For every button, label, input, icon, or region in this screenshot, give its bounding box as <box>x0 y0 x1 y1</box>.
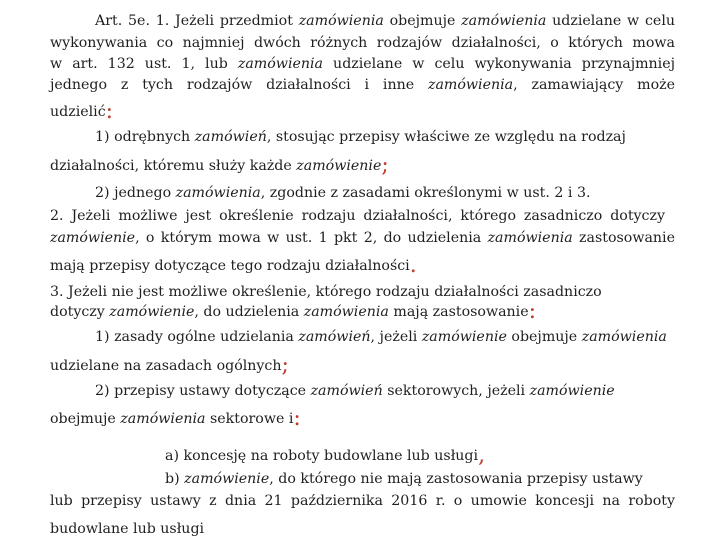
text <box>50 158 381 174</box>
text-run: , zamawiający może <box>513 77 675 93</box>
italic-term: zamówienie <box>109 304 195 320</box>
colon-mark: : <box>293 406 301 431</box>
text <box>50 104 106 120</box>
text-run: , stosując przepisy właściwe ze względu na rodzaj <box>266 129 626 145</box>
text-run: zastosowanie <box>572 230 675 246</box>
colon-mark: : <box>105 99 114 124</box>
text-run: udzielane w celu wykonywania przynajmniej <box>323 56 676 72</box>
italic-term: zamówienie <box>50 230 136 246</box>
italic-term: zamówień <box>298 329 371 345</box>
paragraph-1-line <box>50 34 675 52</box>
item-3-2-line <box>95 382 615 400</box>
paragraph-1-line <box>95 12 675 30</box>
text-run: w art. 132 ust. 1, lub <box>50 56 238 72</box>
italic-term: zamówienia <box>427 77 514 93</box>
paragraph-1-line <box>50 99 114 124</box>
item-3-1-line <box>50 353 289 378</box>
paragraph-2-line <box>50 207 665 225</box>
text <box>50 258 410 274</box>
italic-term: zamówienia <box>175 185 261 201</box>
italic-term: zamówienie <box>421 329 507 345</box>
sub-item-b-line <box>165 470 643 488</box>
text <box>50 304 529 320</box>
text <box>95 185 591 201</box>
semicolon-mark: ; <box>281 353 289 378</box>
text-run: , do którego nie mają zastosowania przepisy ustawy <box>269 471 643 487</box>
text-run: obejmuje <box>50 411 121 427</box>
item-2-line <box>95 184 591 202</box>
text <box>50 208 665 224</box>
item-3-2-line <box>50 406 301 431</box>
text-run: udzielić <box>50 104 106 120</box>
text-run: 3. Jeżeli nie jest możliwe określenie, którego rodzaju działalności zasadniczo <box>50 284 602 300</box>
italic-term: zamówienia <box>581 329 667 345</box>
text <box>50 284 602 300</box>
text-run: wykonywania co najmniej dwóch różnych rodzajów działalności, o których mowa <box>50 35 675 51</box>
text <box>50 77 675 93</box>
period-mark: . <box>409 253 417 278</box>
text-run: obejmuje <box>383 13 462 29</box>
text <box>50 56 675 72</box>
italic-term: zamówienia <box>303 304 389 320</box>
italic-term: zamówień <box>194 129 267 145</box>
text-run: udzielane na zasadach ogólnych <box>50 358 282 374</box>
text <box>165 471 643 487</box>
text-run: 1) zasady ogólne udzielania <box>95 329 299 345</box>
text <box>50 493 675 509</box>
italic-term: zamówienia <box>237 56 324 72</box>
comma-mark: , <box>478 443 486 468</box>
paragraph-2-line <box>50 253 417 278</box>
italic-term: zamówienia <box>461 13 547 29</box>
text-run: działalności, któremu służy każde <box>50 158 297 174</box>
text-run: lub przepisy ustawy z dnia 21 października 2016 r. o umowie koncesji na roboty <box>50 493 675 509</box>
text-run: udzielane w celu <box>546 13 675 29</box>
text-run: mają zastosowanie <box>388 304 529 320</box>
sub-item-b-line <box>50 492 675 510</box>
item-1-line <box>95 128 626 146</box>
text-run: jednego z tych rodzajów działalności i inne <box>50 77 428 93</box>
text <box>50 230 675 246</box>
text-run: 2. Jeżeli możliwe jest określenie rodzaju działalności, którego zasadniczo dotyczy <box>50 208 665 224</box>
text <box>165 448 478 464</box>
italic-term: zamówienie <box>184 471 270 487</box>
text <box>95 129 626 145</box>
italic-term: zamówienie <box>296 158 382 174</box>
italic-term: zamówień <box>310 383 383 399</box>
text-run: , do udzielenia <box>194 304 304 320</box>
paragraph-1-line <box>50 55 675 73</box>
text-run: 1) odrębnych <box>95 129 195 145</box>
item-1-line <box>50 153 389 178</box>
paragraph-1-line <box>50 76 675 94</box>
text-run: budowlane lub usługi <box>50 521 205 537</box>
text <box>50 411 293 427</box>
italic-term: zamówienie <box>529 383 615 399</box>
item-3-1-line <box>95 328 667 346</box>
text <box>95 13 675 29</box>
text-run: dotyczy <box>50 304 110 320</box>
text-run: 2) przepisy ustawy dotyczące <box>95 383 311 399</box>
text-run: 2) jednego <box>95 185 176 201</box>
italic-term: zamówienia <box>487 230 573 246</box>
text-run: , o którym mowa w ust. 1 pkt 2, do udzielenia <box>135 230 488 246</box>
text-run: sektorowych, jeżeli <box>382 383 530 399</box>
text <box>95 329 667 345</box>
text-run: obejmuje <box>506 329 582 345</box>
italic-term: zamówienia <box>120 411 206 427</box>
text-run: Art. 5e. 1. Jeżeli przedmiot <box>95 13 299 29</box>
paragraph-3-line <box>50 299 537 324</box>
text <box>50 521 204 537</box>
text-run: a) koncesję na roboty budowlane lub usługi <box>165 448 479 464</box>
italic-term: zamówienia <box>298 13 384 29</box>
sub-item-b-line <box>50 520 204 538</box>
sub-item-a-line <box>165 443 486 468</box>
text-run: sektorowe i <box>205 411 294 427</box>
colon-mark: : <box>528 299 537 324</box>
text <box>50 35 675 51</box>
paragraph-2-line <box>50 229 675 247</box>
text-run: b) <box>165 471 185 487</box>
text-run: , zgodnie z zasadami określonymi w ust. 2 i 3. <box>260 185 591 201</box>
text-run: mają przepisy dotyczące tego rodzaju działalności <box>50 258 410 274</box>
text <box>95 383 615 399</box>
text <box>50 358 282 374</box>
text-run: , jeżeli <box>370 329 422 345</box>
paragraph-3-line <box>50 283 602 301</box>
semicolon-mark: ; <box>381 153 389 178</box>
